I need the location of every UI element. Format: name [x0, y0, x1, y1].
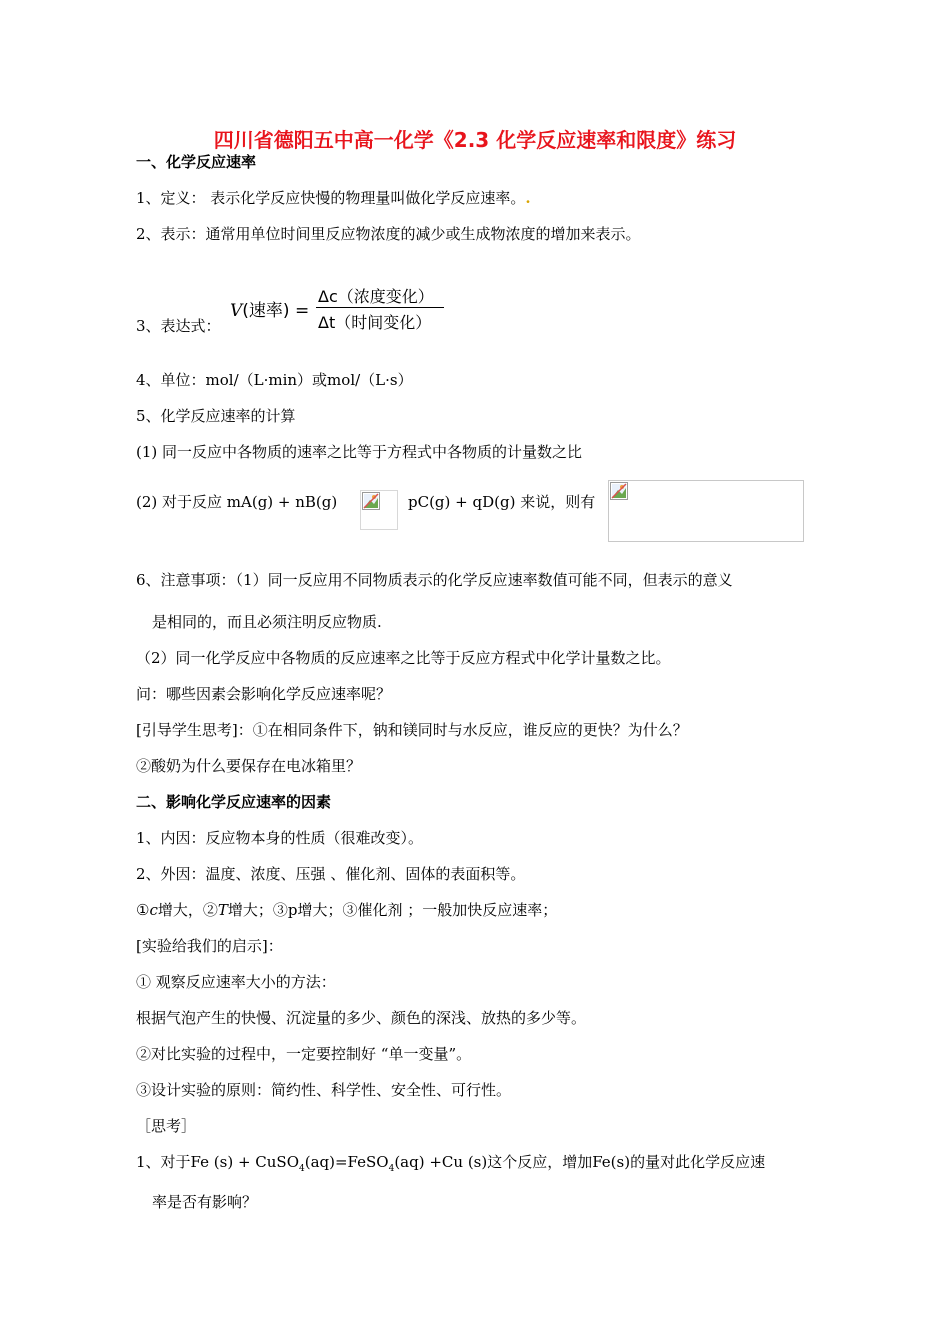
think-heading: ［思考］: [136, 1117, 197, 1135]
think-question-1: [136, 1152, 765, 1179]
think-q1-part-b: (aq)=FeSO: [304, 1153, 389, 1171]
calculation-rule-1: (1) 同一反应中各物质的速率之比等于方程式中各物质的计量数之比: [136, 443, 583, 461]
formula-lhs-text: (速率) =: [242, 301, 310, 321]
note-2: （2）同一化学反应中各物质的反应速率之比等于反应方程式中化学计量数之比。: [136, 649, 671, 667]
expression-label: 3、表达式：: [136, 317, 221, 335]
factors-circle-1: ①: [136, 901, 150, 919]
external-factor: 2、外因：温度、浓度、压强 、催化剂、固体的表面积等。: [136, 865, 526, 883]
question-line: 问：哪些因素会影响化学反应速率呢？: [136, 685, 392, 703]
factors-concentration-symbol: c: [149, 901, 158, 919]
calculation-rule-2-part-a: (2) 对于反应 mA(g) + nB(g): [136, 493, 338, 511]
section-heading-rate: 一、化学反应速率: [136, 153, 257, 171]
method-3: ③设计实验的原则：简约性、科学性、安全性、可行性。: [136, 1081, 512, 1099]
ratio-formula-frame: [608, 480, 804, 542]
document-title: 四川省德阳五中高一化学《2.3 化学反应速率和限度》练习: [213, 128, 737, 152]
note-1-continued: 是相同的，而且必须注明反应物质.: [152, 613, 382, 631]
factors-effect-line: [136, 900, 557, 920]
method-2: ②对比实验的过程中，一定要控制好 “单一变量”。: [136, 1045, 472, 1063]
definition-dot: .: [525, 189, 531, 207]
think-q1-part-a: 1、对于Fe (s) + CuSO: [136, 1153, 299, 1171]
formula-numerator: Δc（浓度变化）: [318, 287, 434, 306]
factors-temperature-symbol: T: [217, 901, 228, 919]
representation-line: 2、表示：通常用单位时间里反应物浓度的减少或生成物浓度的增加来表示。: [136, 225, 641, 243]
think-q1-subscript-1: 4: [299, 1164, 305, 1174]
rate-formula: [230, 282, 450, 334]
experiment-heading: [实验给我们的启示]：: [136, 937, 283, 955]
note-1: 6、注意事项：（1）同一反应用不同物质表示的化学反应速率数值可能不同，但表示的意义: [136, 571, 733, 589]
factors-text-1: 增大，②: [157, 901, 218, 919]
formula-fraction-bar: [316, 307, 444, 308]
factors-text-2: 增大；③p增大；③催化剂 ；一般加快反应速率；: [227, 901, 558, 919]
section-heading-factors: 二、影响化学反应速率的因素: [136, 793, 332, 811]
method-1: ① 观察反应速率大小的方法：: [136, 973, 336, 991]
definition-text: 1、定义： 表示化学反应快慢的物理量叫做化学反应速率。: [136, 189, 526, 207]
think-question-1-continued: 率是否有影响？: [152, 1193, 258, 1211]
broken-image-icon: [362, 492, 380, 510]
calculation-heading: 5、化学反应速率的计算: [136, 407, 296, 425]
guide-line: [引导学生思考]：①在相同条件下，钠和镁同时与水反应，谁反应的更快？为什么？: [136, 721, 688, 739]
definition-line: [136, 188, 531, 208]
unit-line: 4、单位：mol/（L·min）或mol/（L·s）: [136, 371, 413, 389]
broken-image-icon: [610, 482, 628, 500]
guide-line-2: ②酸奶为什么要保存在电冰箱里？: [136, 757, 362, 775]
internal-factor: 1、内因：反应物本身的性质（很难改变）。: [136, 829, 424, 847]
method-1-detail: 根据气泡产生的快慢、沉淀量的多少、颜色的深浅、放热的多少等。: [136, 1009, 587, 1027]
formula-lhs: [230, 296, 309, 321]
formula-v: V: [230, 301, 243, 321]
calculation-rule-2-part-b: pC(g) + qD(g) 来说，则有: [408, 493, 596, 511]
think-q1-subscript-2: 4: [388, 1164, 395, 1174]
formula-denominator: Δt（时间变化）: [318, 313, 432, 332]
think-q1-part-c: (aq) +Cu (s)这个反应，增加Fe(s)的量对此化学反应速: [394, 1153, 766, 1171]
